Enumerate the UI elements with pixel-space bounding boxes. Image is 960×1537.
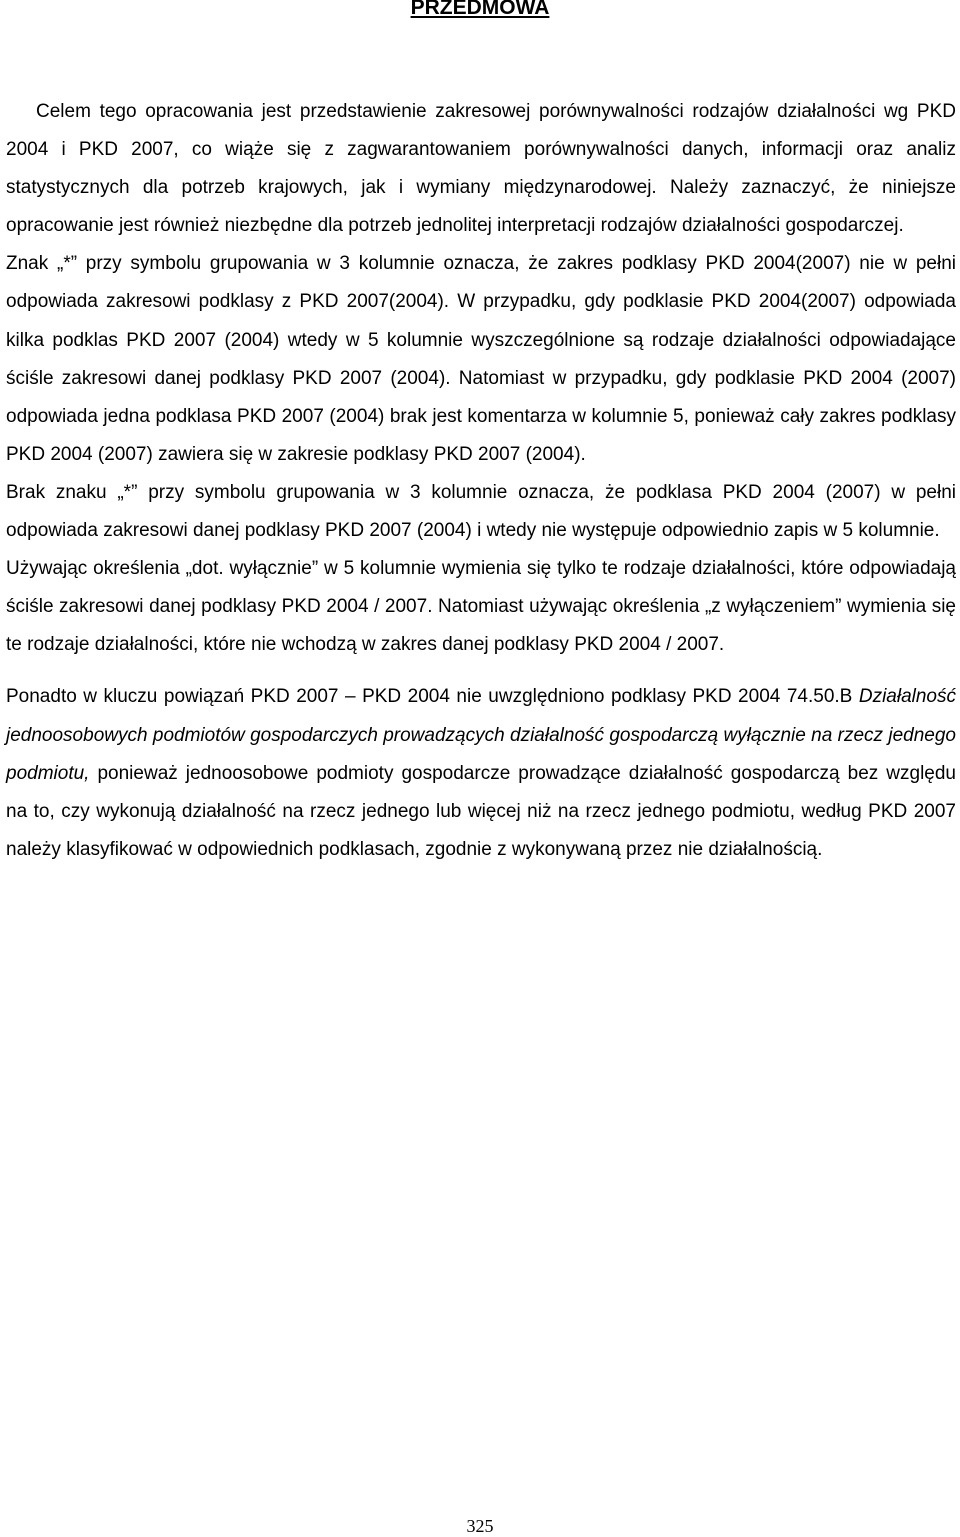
paragraph-terminology: Używając określenia „dot. wyłącznie” w 5 kolumnie wymienia się tylko te rodzaje działalności, które odpowiadają ściśle zakresowi danej podklasy PKD 2004 / 2007. Natomiast używając określenia „z wyłączeniem” wymienia się te rodzaje działalności, które nie wchodzą w zakres danej podklasy PKD 2004 / 2007. bbox=[6, 558, 956, 656]
paragraph-excluded-subclass-after: ponieważ jednoosobowe podmioty gospodarcze prowadzące działalność gospodarczą bez względu na to, czy wykonują działalność na rzecz jednego lub więcej niż na rzecz jednego podmiotu, według PKD 2007 należy klasyfikować w odpowiednich podklasach, zgodnie z wykonywaną przez nie działalnością. bbox=[6, 762, 956, 860]
paragraph-no-asterisk: Brak znaku „*” przy symbolu grupowania w 3 kolumnie oznacza, że podklasa PKD 2004 (2007) w pełni odpowiada zakresowi danej podklasy PKD 2007 (2004) i wtedy nie występuje odpowiednio zapis w 5 kolumnie. bbox=[6, 481, 956, 542]
paragraph-excluded-subclass bbox=[6, 678, 956, 868]
paragraph-excluded-subclass-italic: Działalność jednoosobowych podmiotów gospodarczych prowadzących działalność gospodarczą wyłącznie na rzecz jednego podmiotu, bbox=[6, 686, 956, 784]
paragraph-intro: Celem tego opracowania jest przedstawienie zakresowej porównywalności rodzajów działalności wg PKD 2004 i PKD 2007, co wiąże się z zagwarantowaniem porównywalności danych, informacji oraz analiz statystycznych dla potrzeb krajowych, jak i wymiany międzynarodowej. Należy zaznaczyć, że niniejsze opracowanie jest również niezbędne dla potrzeb jednolitej interpretacji rodzajów działalności gospodarczej. bbox=[6, 101, 956, 237]
document-body bbox=[6, 93, 956, 869]
paragraph-asterisk-meaning: Znak „*” przy symbolu grupowania w 3 kolumnie oznacza, że zakres podklasy PKD 2004(2007) nie w pełni odpowiada zakresowi podklasy z PKD 2007(2004). W przypadku, gdy podklasie PKD 2004(2007) odpowiada kilka podklas PKD 2007 (2004) wtedy w 5 kolumnie wyszczególnione są rodzaje działalności odpowiadające ściśle zakresowi danej podklasy PKD 2007 (2004). Natomiast w przypadku, gdy podklasie PKD 2004 (2007) odpowiada jedna podklasa PKD 2007 (2004) brak jest komentarza w kolumnie 5, ponieważ cały zakres podklasy PKD 2004 (2007) zawiera się w zakresie podklasy PKD 2007 (2004). bbox=[6, 253, 956, 465]
page-number: 325 bbox=[466, 1516, 494, 1536]
paragraph-excluded-subclass-before: Ponadto w kluczu powiązań PKD 2007 – PKD 2004 nie uwzględniono podklasy PKD 2004 74.50.B bbox=[6, 686, 859, 708]
page-title: PRZEDMOWA bbox=[410, 0, 550, 19]
